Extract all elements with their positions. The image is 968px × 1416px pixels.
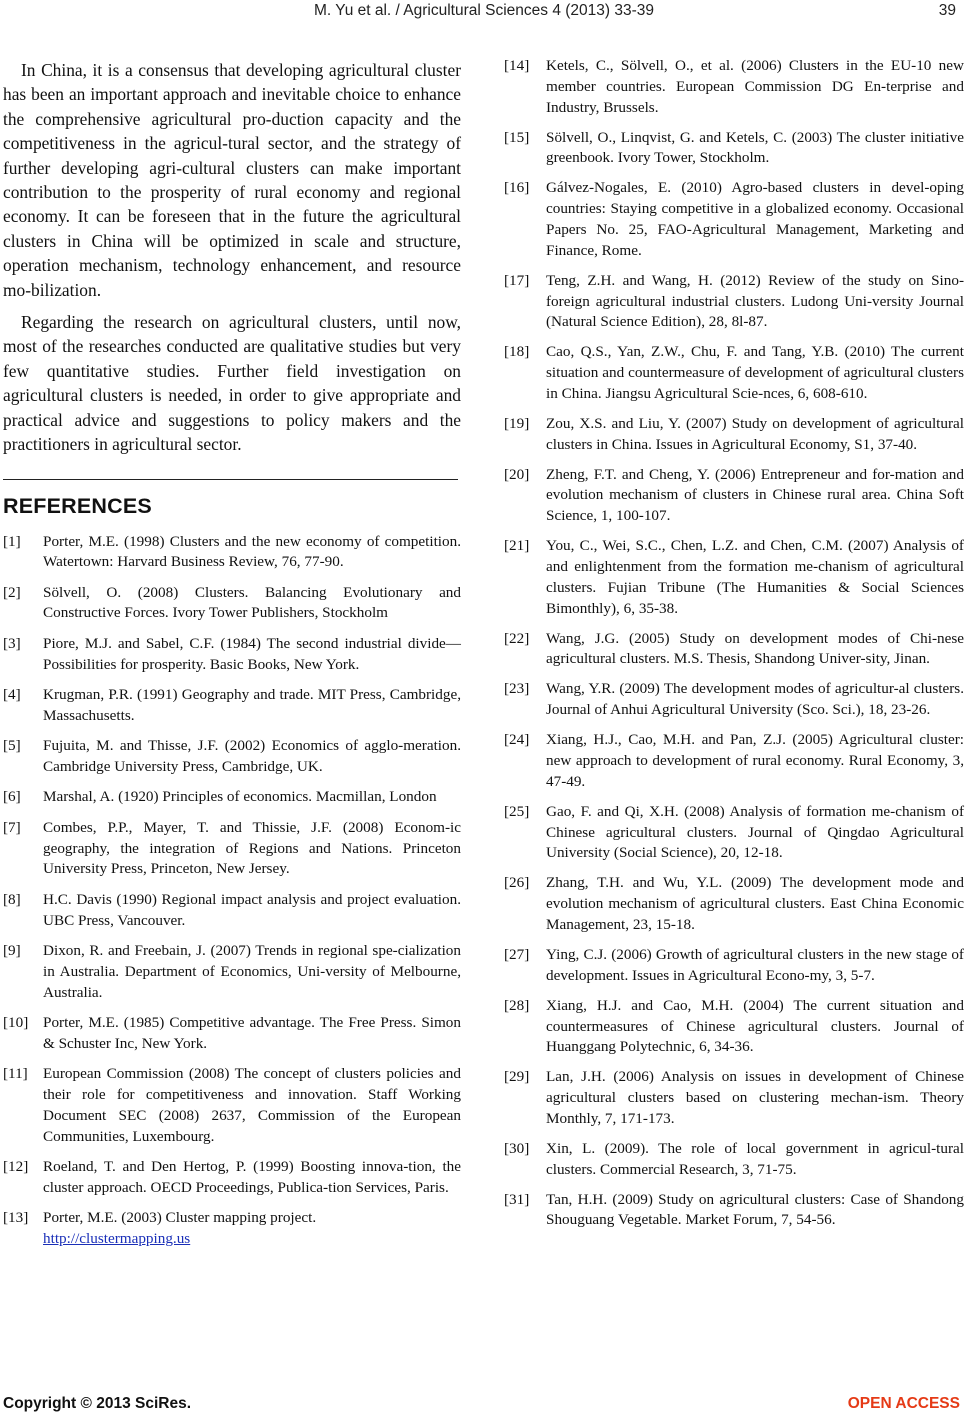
reference-number: [4] [3,686,21,704]
reference-item [3,685,461,727]
reference-item [504,56,964,118]
reference-item [504,342,964,404]
references-heading: REFERENCES [3,493,152,518]
reference-item [504,465,964,527]
reference-number: [19] [504,414,530,432]
reference-item [3,1013,461,1055]
left-column [3,58,461,1259]
reference-item [504,128,964,170]
reference-item [504,629,964,671]
reference-item [504,945,964,987]
reference-number: [11] [3,1065,28,1083]
reference-item [504,679,964,721]
reference-text: Combes, P.P., Mayer, T. and Thissie, J.F. (2008) Econom-ic geography, the integration of Regions and Nations. Princeton University Press, Princeton, New Jersey. [43,818,461,878]
copyright-notice: Copyright © 2013 SciRes. [3,1395,192,1412]
reference-text: Porter, M.E. (2003) Cluster mapping project. [43,1209,317,1227]
reference-number: [31] [504,1190,530,1208]
reference-text: Gálvez-Nogales, E. (2010) Agro-based clusters in devel-oping countries: Staying competitive in a globalized economy. Occasional Papers No. 25, FAO-Agricultural Management, Marketing and Finance, Rome. [546,179,964,259]
reference-text: Xiang, H.J. and Cao, M.H. (2004) The current situation and countermeasures of Chinese agricultural clusters. Journal of Huanggang Polytechnic, 6, 34-36. [546,996,964,1056]
reference-item [3,890,461,932]
reference-number: [14] [504,57,530,74]
reference-text: Teng, Z.H. and Wang, H. (2012) Review of the study on Sino-foreign agricultural industrial clusters. Ludong Uni-versity Journal (Natural Science Edition), 28, 8l-87. [546,271,964,331]
reference-text: Porter, M.E. (1985) Competitive advantage. The Free Press. Simon & Schuster Inc, New York. [43,1013,461,1052]
reference-text: Porter, M.E. (1998) Clusters and the new economy of competition. Watertown: Harvard Business Review, 76, 77-90. [43,532,461,571]
reference-number: [27] [504,945,530,963]
reference-item [3,736,461,778]
reference-text: Fujuita, M. and Thisse, J.F. (2002) Economics of agglo-meration. Cambridge University Press, Cambridge, UK. [43,737,461,776]
reference-item [504,802,964,864]
reference-text: Ketels, C., Sölvell, O., et al. (2006) Clusters in the EU-10 new member countries. European Commission DG En-terprise and Industry, Brussels. [546,57,964,116]
reference-text: Krugman, P.R. (1991) Geography and trade. MIT Press, Cambridge, Massachusetts. [43,686,461,724]
reference-number: [24] [504,731,530,749]
reference-number: [30] [504,1139,530,1157]
reference-item [504,730,964,792]
reference-text: Dixon, R. and Freebain, J. (2007) Trends in regional spe-cialization in Australia. Department of Economics, Uni-versity of Melbourne, Australia. [43,942,461,1001]
right-column [504,56,964,1240]
section-divider [3,479,458,480]
reference-number: [10] [3,1013,29,1031]
reference-item [3,583,461,625]
reference-number: [17] [504,271,530,289]
reference-text: Wang, Y.R. (2009) The development modes of agricultur-al clusters. Journal of Anhui Agricultural University (Sco. Sci.), 18, 23-26. [546,680,964,719]
reference-text: Wang, J.G. (2005) Study on development modes of Chi-nese agricultural clusters. M.S. Thesis, Shandong Univer-sity, Jinan. [546,629,964,668]
reference-item [504,271,964,333]
reference-number: [21] [504,537,530,555]
reference-number: [13] [3,1209,29,1227]
reference-number: [1] [3,532,21,550]
reference-item [504,873,964,935]
reference-text: You, C., Wei, S.C., Chen, L.Z. and Chen, C.M. (2007) Analysis of and enlightenment from the formation me-chanism of agricultural clusters. Fujian Tribune (The Humanities & Social Sciences Bimonthly), 6, 35-38. [546,537,964,617]
reference-text: Xiang, H.J., Cao, M.H. and Pan, Z.J. (2005) Agricultural cluster: new approach to development of rural economy. Rural Economy, 3, 47-49. [546,731,964,790]
reference-item [504,536,964,619]
reference-item [3,818,461,880]
reference-text: Lan, J.H. (2006) Analysis on issues in development of Chinese agricultural clusters based on clustering mechan-ism. Theory Monthly, 7, 171-173. [546,1068,964,1127]
page-number: 39 [938,2,956,19]
reference-number: [26] [504,874,530,892]
reference-item [504,996,964,1058]
body-paragraph: In China, it is a consensus that developing agricultural cluster has been an important approach and inevitable choice to enhance the comprehensive agricultural pro-duction capacity and the competitiveness in the agricul-tural sector, and the strategy of further developing agri-cultural clusters can make important contribution to the prosperity of rural economy and regional economy. It can be foreseen that in the future the agricultural clusters in China will be optimized in scale and structure, operation mechanism, technology enhancement, and resource mo-bilization. [3,60,461,300]
reference-number: [25] [504,802,530,820]
reference-number: [18] [504,343,530,361]
reference-item [504,178,964,261]
reference-text: Sölvell, O. (2008) Clusters. Balancing Evolutionary and Constructive Forces. Ivory Tower Publishers, Stockholm [43,583,461,622]
open-access-label: OPEN ACCESS [847,1395,960,1412]
reference-item [3,1157,461,1199]
reference-number: [8] [3,890,21,908]
reference-number: [29] [504,1068,530,1086]
reference-text: Marshal, A. (1920) Principles of economics. Macmillan, London [43,788,437,806]
reference-number: [23] [504,680,530,698]
reference-number: [20] [504,465,530,483]
reference-text: Zheng, F.T. and Cheng, Y. (2006) Entrepreneur and for-mation and evolution mechanism of clusters in Chinese rural area. China Soft Science, 1, 100-107. [546,465,964,525]
reference-number: [6] [3,788,21,806]
reference-text: Cao, Q.S., Yan, Z.W., Chu, F. and Tang, Y.B. (2010) The current situation and countermeasure of development of agricultural clusters in China. Jiangsu Agricultural Scie-nces, 6, 608-610. [546,343,964,402]
reference-number: [2] [3,583,21,601]
reference-item [3,1208,461,1250]
reference-number: [7] [3,818,21,836]
reference-text: Ying, C.J. (2006) Growth of agricultural clusters in the new stage of development. Issues in Agricultural Econo-my, 3, 5-7. [546,945,964,984]
reference-number: [15] [504,128,530,146]
reference-number: [5] [3,737,21,755]
reference-item [504,1139,964,1181]
reference-text: Sölvell, O., Linqvist, G. and Ketels, C. (2003) The cluster initiative greenbook. Ivory Tower, Stockholm. [546,128,964,167]
reference-item [3,941,461,1003]
reference-number: [22] [504,629,530,647]
reference-item [3,532,461,574]
reference-text: Piore, M.J. and Sabel, C.F. (1984) The second industrial divide—Possibilities for prosperity. Basic Books, New York. [43,634,461,673]
reference-item [504,414,964,456]
reference-item [504,1190,964,1232]
reference-text: Zhang, T.H. and Wu, Y.L. (2009) The development mode and evolution mechanism of agricultural clusters. East China Economic Management, 23, 15-18. [546,874,964,933]
reference-item [3,634,461,676]
reference-number: [3] [3,634,21,652]
reference-text: H.C. Davis (1990) Regional impact analysis and project evaluation. UBC Press, Vancouver. [43,890,461,929]
reference-text: Xin, L. (2009). The role of local government in agricul-tural clusters. Commercial Research, 3, 71-75. [546,1139,964,1178]
reference-text: Zou, X.S. and Liu, Y. (2007) Study on development of agricultural clusters in China. Issues in Agricultural Economy, S1, 37-40. [546,414,964,453]
reference-text: Roeland, T. and Den Hertog, P. (1999) Boosting innova-tion, the cluster approach. OECD Proceedings, Publica-tion Services, Paris. [43,1157,461,1196]
body-paragraph: Regarding the research on agricultural clusters, until now, most of the researches conducted are qualitative studies but very few quantitative studies. Further field investigation on agricultural clusters is needed, in order to give appropriate and practical advice and suggestions to policy makers and the practitioners in agricultural sector. [3,312,461,455]
reference-item [3,787,461,808]
reference-item [504,1067,964,1129]
reference-number: [16] [504,179,530,197]
reference-number: [12] [3,1157,29,1175]
reference-number: [9] [3,942,21,959]
reference-text: Tan, H.H. (2009) Study on agricultural clusters: Case of Shandong Shouguang Vegetable. Market Forum, 7, 54-56. [546,1190,964,1229]
running-head: M. Yu et al. / Agricultural Sciences 4 (2013) 33-39 [313,2,655,19]
reference-text: European Commission (2008) The concept of clusters policies and their role for competitiveness and innovation. Staff Working Document SEC (2008) 2637, Commission of the European Communities, Luxembourg. [43,1065,461,1145]
reference-item [3,1064,461,1147]
reference-text: Gao, F. and Qi, X.H. (2008) Analysis of formation me-chanism of Chinese agricultural clusters. Journal of Qingdao Agricultural University (Social Science), 20, 12-18. [546,802,964,862]
clustermapping-link[interactable]: http://clustermapping.us [43,1229,191,1247]
reference-number: [28] [504,996,530,1014]
